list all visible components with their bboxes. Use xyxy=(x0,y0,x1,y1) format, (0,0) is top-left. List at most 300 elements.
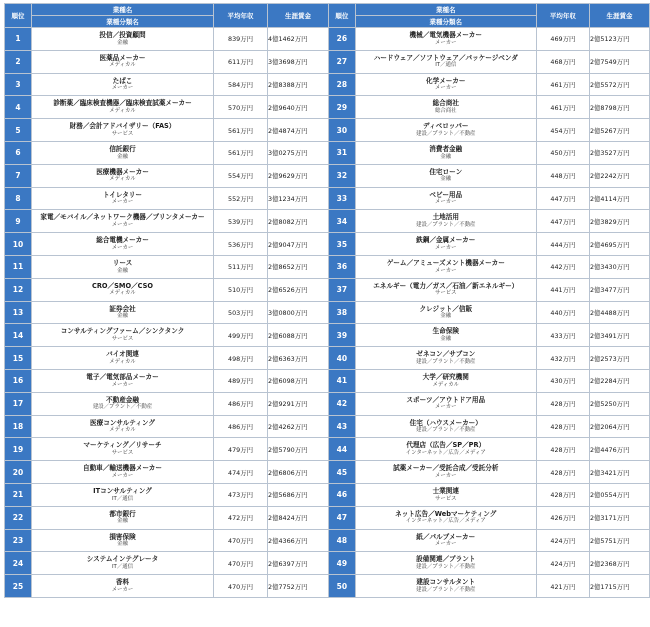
salary-cell: 432万円 xyxy=(536,347,589,370)
salary-cell: 447万円 xyxy=(536,210,589,233)
lifetime-cell: 2億5267万円 xyxy=(589,119,649,142)
industry-cell xyxy=(32,141,214,164)
industry-cell xyxy=(32,119,214,142)
rank-cell: 49 xyxy=(329,552,356,575)
table-row xyxy=(5,210,329,233)
industry-category: 金融 xyxy=(440,335,452,342)
lifetime-header: 生涯賃金 xyxy=(589,4,649,28)
industry-category: 建設／プラント／不動産 xyxy=(416,427,476,434)
rank-cell: 12 xyxy=(5,278,32,301)
industry-name: トイレタリー xyxy=(103,190,142,199)
industry-cell xyxy=(32,73,214,96)
lifetime-cell: 2億7549万円 xyxy=(589,50,649,73)
industry-name: 電子／電気部品メーカー xyxy=(86,372,159,381)
rank-cell: 15 xyxy=(5,347,32,370)
rank-cell: 3 xyxy=(5,73,32,96)
rank-header: 順位 xyxy=(5,4,32,28)
industry-category: メーカー xyxy=(435,541,457,548)
lifetime-cell: 2億4695万円 xyxy=(589,233,649,256)
lifetime-cell: 2億3477万円 xyxy=(589,278,649,301)
rank-cell: 25 xyxy=(5,575,32,598)
industry-category: メーカー xyxy=(435,199,457,206)
lifetime-header: 生涯賃金 xyxy=(268,4,329,28)
table-row xyxy=(329,506,650,529)
table-row xyxy=(5,369,329,392)
lifetime-cell: 2億5123万円 xyxy=(589,28,649,51)
industry-name: 財務／会計アドバイザリー（FAS） xyxy=(69,122,176,131)
industry-cell xyxy=(355,50,536,73)
rank-cell: 16 xyxy=(5,369,32,392)
salary-cell: 468万円 xyxy=(536,50,589,73)
salary-cell: 510万円 xyxy=(214,278,268,301)
salary-cell: 611万円 xyxy=(214,50,268,73)
industry-cell xyxy=(32,552,214,575)
table-row xyxy=(5,461,329,484)
lifetime-cell: 2億6526万円 xyxy=(268,278,329,301)
industry-category: 建設／プラント／不動産 xyxy=(416,586,476,593)
industry-category: インターネット／広告／メディア xyxy=(405,449,486,456)
industry-cell xyxy=(355,392,536,415)
rank-cell: 39 xyxy=(329,324,356,347)
rank-cell: 29 xyxy=(329,96,356,119)
industry-cell xyxy=(355,255,536,278)
table-row xyxy=(329,73,650,96)
table-row xyxy=(329,461,650,484)
table-row xyxy=(5,415,329,438)
industry-cell xyxy=(355,415,536,438)
salary-cell: 442万円 xyxy=(536,255,589,278)
industry-category: メディカル xyxy=(109,427,136,434)
rank-cell: 44 xyxy=(329,438,356,461)
industry-category: 金融 xyxy=(440,313,452,320)
lifetime-cell: 3億3698万円 xyxy=(268,50,329,73)
table-row xyxy=(5,438,329,461)
industry-name: バイオ関連 xyxy=(106,350,139,359)
industry-cell xyxy=(32,301,214,324)
lifetime-cell: 3億0275万円 xyxy=(268,141,329,164)
rank-cell: 7 xyxy=(5,164,32,187)
rank-cell: 33 xyxy=(329,187,356,210)
industry-category: 金融 xyxy=(117,39,128,46)
salary-cell: 536万円 xyxy=(214,233,268,256)
industry-category: メディカル xyxy=(109,358,136,365)
industry-cell xyxy=(32,461,214,484)
industry-name: 総合商社 xyxy=(432,99,459,108)
table-row xyxy=(329,28,650,51)
table-row xyxy=(329,552,650,575)
table-row xyxy=(329,96,650,119)
industry-name: 化学メーカー xyxy=(426,76,466,85)
salary-cell: 539万円 xyxy=(214,210,268,233)
lifetime-cell: 2億6098万円 xyxy=(268,369,329,392)
rank-cell: 23 xyxy=(5,529,32,552)
ranking-rows-left xyxy=(5,28,329,598)
salary-cell: 499万円 xyxy=(214,324,268,347)
lifetime-cell: 2億2368万円 xyxy=(589,552,649,575)
salary-cell: 428万円 xyxy=(536,392,589,415)
industry-name: 住宅ローン xyxy=(429,167,463,176)
rank-cell: 48 xyxy=(329,529,356,552)
table-row xyxy=(5,119,329,142)
salary-cell: 552万円 xyxy=(214,187,268,210)
industry-name: 士業関連 xyxy=(432,486,459,495)
rank-cell: 47 xyxy=(329,506,356,529)
rank-cell: 40 xyxy=(329,347,356,370)
industry-name: ITコンサルティング xyxy=(93,486,152,495)
industry-name: ゲーム／アミューズメント機器メーカー xyxy=(386,258,505,267)
salary-cell: 472万円 xyxy=(214,506,268,529)
table-row xyxy=(5,164,329,187)
table-row xyxy=(5,278,329,301)
industry-category: 建設／プラント／不動産 xyxy=(416,358,476,365)
industry-cell xyxy=(355,324,536,347)
rank-cell: 9 xyxy=(5,210,32,233)
industry-category: メディカル xyxy=(109,176,136,183)
industry-cell xyxy=(32,164,214,187)
lifetime-cell: 2億2064万円 xyxy=(589,415,649,438)
industry-category: メーカー xyxy=(111,586,134,593)
salary-cell: 479万円 xyxy=(214,438,268,461)
industry-name: CRO／SMO／CSO xyxy=(92,281,153,290)
industry-category: メディカル xyxy=(109,107,136,114)
industry-cell xyxy=(355,28,536,51)
salary-header: 平均年収 xyxy=(214,4,268,28)
rank-cell: 26 xyxy=(329,28,356,51)
industry-cell xyxy=(355,575,536,598)
industry-name: 証券会社 xyxy=(109,304,136,313)
table-row xyxy=(329,119,650,142)
salary-cell: 470万円 xyxy=(214,529,268,552)
industry-category: サービス xyxy=(434,290,457,297)
salary-cell: 450万円 xyxy=(536,141,589,164)
industry-category: メーカー xyxy=(435,244,457,251)
industry-cell xyxy=(32,438,214,461)
rank-cell: 19 xyxy=(5,438,32,461)
industry-category: メーカー xyxy=(111,199,134,206)
rank-header: 順位 xyxy=(329,4,356,28)
industry-category: メディカル xyxy=(109,62,136,69)
lifetime-cell: 2億9047万円 xyxy=(268,233,329,256)
industry-cell xyxy=(32,506,214,529)
industry-category: メーカー xyxy=(435,85,457,92)
rank-cell: 20 xyxy=(5,461,32,484)
salary-cell: 473万円 xyxy=(214,483,268,506)
table-row xyxy=(5,50,329,73)
industry-name: 医療機器メーカー xyxy=(96,167,149,176)
salary-header: 平均年収 xyxy=(536,4,589,28)
industry-name: 土地活用 xyxy=(432,213,459,222)
lifetime-cell: 2億8652万円 xyxy=(268,255,329,278)
table-row xyxy=(5,483,329,506)
industry-name: 消費者金融 xyxy=(429,144,463,153)
table-row xyxy=(5,506,329,529)
industry-cell xyxy=(32,233,214,256)
salary-cell: 461万円 xyxy=(536,73,589,96)
salary-cell: 570万円 xyxy=(214,96,268,119)
industry-name: システムインテグレータ xyxy=(86,555,159,564)
industry-cell xyxy=(355,164,536,187)
industry-name: マーケティング／リサーチ xyxy=(83,441,162,450)
table-row xyxy=(329,141,650,164)
salary-cell: 503万円 xyxy=(214,301,268,324)
table-row xyxy=(329,301,650,324)
rank-cell: 14 xyxy=(5,324,32,347)
salary-cell: 561万円 xyxy=(214,141,268,164)
lifetime-cell: 2億9629万円 xyxy=(268,164,329,187)
industry-name: 生命保険 xyxy=(432,327,459,336)
lifetime-cell: 2億3171万円 xyxy=(589,506,649,529)
salary-cell: 474万円 xyxy=(214,461,268,484)
lifetime-cell: 2億4488万円 xyxy=(589,301,649,324)
table-row xyxy=(329,483,650,506)
table-row xyxy=(5,255,329,278)
industry-header: 業種名 xyxy=(32,4,214,16)
lifetime-cell: 2億4114万円 xyxy=(589,187,649,210)
salary-cell: 433万円 xyxy=(536,324,589,347)
industry-name: 試薬メーカー／受託合成／受託分析 xyxy=(393,464,499,473)
industry-header: 業種名 xyxy=(355,4,536,16)
lifetime-cell: 2億3491万円 xyxy=(589,324,649,347)
rank-cell: 27 xyxy=(329,50,356,73)
industry-cell xyxy=(355,96,536,119)
lifetime-cell: 3億0800万円 xyxy=(268,301,329,324)
table-row xyxy=(329,233,650,256)
salary-cell: 486万円 xyxy=(214,415,268,438)
industry-name: 総合電機メーカー xyxy=(96,236,149,245)
lifetime-cell: 2億5751万円 xyxy=(589,529,649,552)
salary-cell: 554万円 xyxy=(214,164,268,187)
industry-name: 代理店（広告／SP／PR） xyxy=(406,441,486,450)
industry-cell xyxy=(355,141,536,164)
lifetime-cell: 2億4262万円 xyxy=(268,415,329,438)
rank-cell: 38 xyxy=(329,301,356,324)
industry-category: 金融 xyxy=(117,153,128,160)
table-row xyxy=(329,210,650,233)
industry-name: 家電／モバイル／ネットワーク機器／プリンタメーカー xyxy=(40,213,205,222)
table-row xyxy=(5,187,329,210)
rank-cell: 37 xyxy=(329,278,356,301)
industry-name: ゼネコン／サブコン xyxy=(416,350,476,359)
salary-cell: 424万円 xyxy=(536,552,589,575)
rank-cell: 46 xyxy=(329,483,356,506)
salary-cell: 421万円 xyxy=(536,575,589,598)
salary-cell: 511万円 xyxy=(214,255,268,278)
industry-category: 建設／プラント／不動産 xyxy=(416,563,476,570)
lifetime-cell: 2億3421万円 xyxy=(589,461,649,484)
industry-category: メーカー xyxy=(111,472,134,479)
industry-cell xyxy=(355,119,536,142)
industry-category: 建設／プラント／不動産 xyxy=(416,130,476,137)
lifetime-cell: 2億5250万円 xyxy=(589,392,649,415)
lifetime-cell: 2億9640万円 xyxy=(268,96,329,119)
industry-category: サービス xyxy=(111,449,134,456)
lifetime-cell: 2億8424万円 xyxy=(268,506,329,529)
lifetime-cell: 2億6363万円 xyxy=(268,347,329,370)
lifetime-cell: 2億6397万円 xyxy=(268,552,329,575)
salary-cell: 441万円 xyxy=(536,278,589,301)
rank-cell: 28 xyxy=(329,73,356,96)
industry-cell xyxy=(32,96,214,119)
industry-cell xyxy=(355,210,536,233)
table-row xyxy=(5,347,329,370)
salary-cell: 498万円 xyxy=(214,347,268,370)
ranking-table-left xyxy=(4,3,329,598)
industry-category: 建設／プラント／不動産 xyxy=(92,404,153,411)
industry-cell xyxy=(355,438,536,461)
rank-cell: 1 xyxy=(5,28,32,51)
rank-cell: 35 xyxy=(329,233,356,256)
table-row xyxy=(5,392,329,415)
rank-cell: 22 xyxy=(5,506,32,529)
industry-name: 設備関連／プラント xyxy=(416,555,476,564)
industry-name: 不動産金融 xyxy=(106,395,139,404)
lifetime-cell: 2億1715万円 xyxy=(589,575,649,598)
rank-cell: 31 xyxy=(329,141,356,164)
industry-name: 診断薬／臨床検査機器／臨床検査試薬メーカー xyxy=(53,99,192,108)
industry-category: メディカル xyxy=(432,381,460,388)
lifetime-cell: 2億8798万円 xyxy=(589,96,649,119)
lifetime-cell: 2億3527万円 xyxy=(589,141,649,164)
industry-name: リース xyxy=(112,258,133,267)
rank-cell: 11 xyxy=(5,255,32,278)
table-row xyxy=(5,529,329,552)
industry-category: メーカー xyxy=(435,472,457,479)
lifetime-cell: 2億3829万円 xyxy=(589,210,649,233)
lifetime-cell: 2億2284万円 xyxy=(589,369,649,392)
salary-cell: 428万円 xyxy=(536,415,589,438)
salary-cell: 469万円 xyxy=(536,28,589,51)
table-row xyxy=(329,529,650,552)
industry-cell xyxy=(355,369,536,392)
lifetime-cell: 2億5686万円 xyxy=(268,483,329,506)
salary-cell: 428万円 xyxy=(536,438,589,461)
industry-name: 医療コンサルティング xyxy=(90,418,155,427)
industry-cell xyxy=(355,301,536,324)
salary-cell: 489万円 xyxy=(214,369,268,392)
salary-cell: 839万円 xyxy=(214,28,268,51)
industry-cell xyxy=(355,483,536,506)
salary-cell: 461万円 xyxy=(536,96,589,119)
industry-category: インターネット／広告／メディア xyxy=(405,518,486,525)
industry-cell xyxy=(355,506,536,529)
rank-cell: 45 xyxy=(329,461,356,484)
rank-cell: 8 xyxy=(5,187,32,210)
salary-cell: 470万円 xyxy=(214,575,268,598)
industry-cell xyxy=(32,483,214,506)
salary-cell: 470万円 xyxy=(214,552,268,575)
salary-cell: 584万円 xyxy=(214,73,268,96)
industry-cell xyxy=(32,369,214,392)
rank-cell: 34 xyxy=(329,210,356,233)
category-header: 業種分類名 xyxy=(355,16,536,28)
table-row xyxy=(329,324,650,347)
salary-cell: 454万円 xyxy=(536,119,589,142)
industry-cell xyxy=(32,210,214,233)
rank-cell: 32 xyxy=(329,164,356,187)
ranking-rows-right xyxy=(329,28,650,598)
industry-name: 大学／研究機関 xyxy=(422,372,469,381)
industry-name: 機械／電気機器メーカー xyxy=(409,31,482,39)
salary-cell: 440万円 xyxy=(536,301,589,324)
industry-name: 香料 xyxy=(115,578,130,587)
salary-cell: 561万円 xyxy=(214,119,268,142)
lifetime-cell: 2億3430万円 xyxy=(589,255,649,278)
rank-cell: 10 xyxy=(5,233,32,256)
industry-category: メーカー xyxy=(111,85,134,92)
rank-cell: 30 xyxy=(329,119,356,142)
industry-category: サービス xyxy=(111,130,134,137)
lifetime-cell: 2億0554万円 xyxy=(589,483,649,506)
industry-cell xyxy=(32,28,214,51)
lifetime-cell: 2億6806万円 xyxy=(268,461,329,484)
salary-cell: 486万円 xyxy=(214,392,268,415)
rank-cell: 2 xyxy=(5,50,32,73)
industry-cell xyxy=(355,233,536,256)
table-row xyxy=(5,552,329,575)
rank-cell: 42 xyxy=(329,392,356,415)
lifetime-cell: 2億6088万円 xyxy=(268,324,329,347)
lifetime-cell: 2億4476万円 xyxy=(589,438,649,461)
rank-cell: 41 xyxy=(329,369,356,392)
rank-cell: 21 xyxy=(5,483,32,506)
industry-cell xyxy=(32,415,214,438)
industry-cell xyxy=(355,278,536,301)
lifetime-cell: 2億5572万円 xyxy=(589,73,649,96)
industry-cell xyxy=(355,461,536,484)
rank-cell: 5 xyxy=(5,119,32,142)
industry-cell xyxy=(32,278,214,301)
table-row xyxy=(5,28,329,51)
rank-cell: 18 xyxy=(5,415,32,438)
industry-name: ハードウェア／ソフトウェア／パッケージベンダ xyxy=(373,53,518,62)
salary-cell: 447万円 xyxy=(536,187,589,210)
industry-cell xyxy=(32,392,214,415)
salary-cell: 448万円 xyxy=(536,164,589,187)
industry-category: 金融 xyxy=(117,313,128,320)
lifetime-cell: 2億9291万円 xyxy=(268,392,329,415)
industry-name: ディベロッパー xyxy=(423,122,469,131)
table-row xyxy=(5,233,329,256)
rank-cell: 13 xyxy=(5,301,32,324)
industry-cell xyxy=(355,73,536,96)
rank-cell: 24 xyxy=(5,552,32,575)
table-row xyxy=(5,575,329,598)
salary-cell: 424万円 xyxy=(536,529,589,552)
industry-category: 金融 xyxy=(440,153,452,160)
industry-name: ベビー用品 xyxy=(429,190,463,199)
table-row xyxy=(329,50,650,73)
industry-cell xyxy=(355,347,536,370)
salary-cell: 428万円 xyxy=(536,483,589,506)
table-row xyxy=(5,73,329,96)
rank-cell: 6 xyxy=(5,141,32,164)
industry-category: IT／通信 xyxy=(111,563,134,570)
industry-cell xyxy=(355,529,536,552)
industry-category: メーカー xyxy=(435,404,457,411)
table-row xyxy=(329,255,650,278)
industry-category: メーカー xyxy=(111,244,134,251)
industry-name: 医薬品メーカー xyxy=(99,53,146,62)
industry-category: IT／通信 xyxy=(435,62,457,69)
industry-category: 金融 xyxy=(117,541,128,548)
table-row xyxy=(329,164,650,187)
lifetime-cell: 3億1234万円 xyxy=(268,187,329,210)
table-row xyxy=(329,369,650,392)
salary-cell: 428万円 xyxy=(536,461,589,484)
industry-cell xyxy=(32,187,214,210)
table-row xyxy=(5,301,329,324)
table-row xyxy=(5,96,329,119)
